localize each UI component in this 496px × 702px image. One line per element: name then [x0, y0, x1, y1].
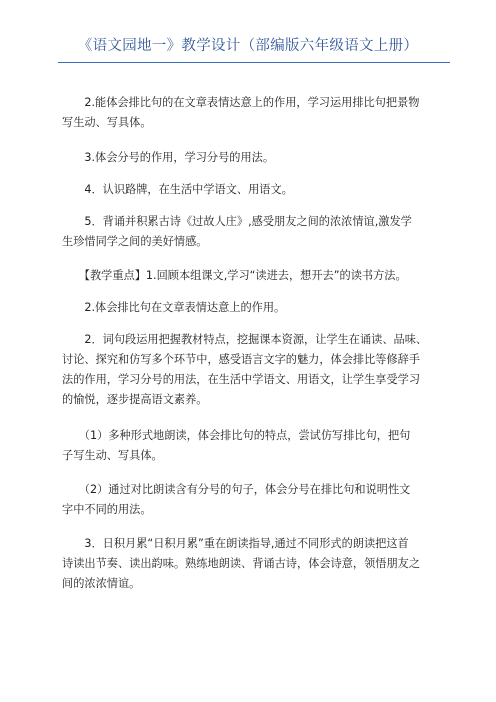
paragraph-line: 5．背诵并积累古诗《过故人庄》,感受朋友之间的浓浓情谊,激发学	[62, 215, 412, 228]
paragraph-line: 写生动、写具体。	[62, 116, 152, 129]
paragraph-daily-accumulation	[62, 534, 452, 594]
paragraph-line: 诗读出节奏、读出韵味。熟练地朗读、背诵古诗，体会诗意，领悟朋友之	[62, 557, 421, 570]
document-title: 《语文园地一》教学设计（部编版六年级语文上册）	[77, 38, 419, 54]
paragraph-goal-5	[62, 212, 452, 252]
paragraph-line: 2.能体会排比句的在文章表情达意上的作用，学习运用排比句把景物	[62, 96, 420, 109]
paragraph-line: 4．认识路牌，在生活中学语文、用语文。	[62, 183, 293, 196]
paragraph-line: 子写生动、写具体。	[62, 449, 163, 462]
paragraph-focus-2	[62, 298, 452, 318]
paragraph-line: 2.体会排比句在文章表情达意上的作用。	[62, 301, 286, 314]
paragraph-goal-3	[62, 148, 452, 168]
paragraph-line: 间的浓浓情谊。	[62, 577, 141, 590]
paragraph-line: 讨论、探究和仿写多个环节中，感受语言文字的魅力，体会排比等修辞手	[62, 353, 421, 366]
title-underline	[58, 62, 450, 63]
paragraph-word-sentence-use	[62, 330, 452, 410]
paragraph-line: （1）多种形式地朗读，体会排比句的特点，尝试仿写排比句，把句	[62, 429, 411, 442]
paragraph-line: 2．词句段运用把握教材特点，挖掘课本资源，让学生在诵读、品味、	[62, 333, 428, 346]
paragraph-line: 生珍惜同学之间的美好情感。	[62, 235, 208, 248]
paragraph-line: 【教学重点】1.回顾本组课文,学习“读进去，想开去”的读书方法。	[62, 269, 407, 282]
paragraph-teaching-focus	[62, 266, 452, 286]
paragraph-line: 字中不同的用法。	[62, 503, 152, 516]
paragraph-line: （2）通过对比朗读含有分号的句子，体会分号在排比句和说明性文	[62, 483, 411, 496]
paragraph-line: 3.体会分号的作用，学习分号的用法。	[62, 151, 275, 164]
paragraph-goal-4	[62, 180, 452, 200]
paragraph-goal-2	[62, 93, 452, 133]
paragraph-line: 的愉悦，逐步提高语文素养。	[62, 393, 208, 406]
paragraph-item-2	[62, 480, 452, 520]
paragraph-line: 3．日积月累“日积月累”重在朗读指导,通过不同形式的朗读把这首	[62, 537, 409, 550]
paragraph-item-1	[62, 426, 452, 466]
paragraph-line: 法的作用，学习分号的用法，在生活中学语文、用语文，让学生享受学习	[62, 373, 421, 386]
